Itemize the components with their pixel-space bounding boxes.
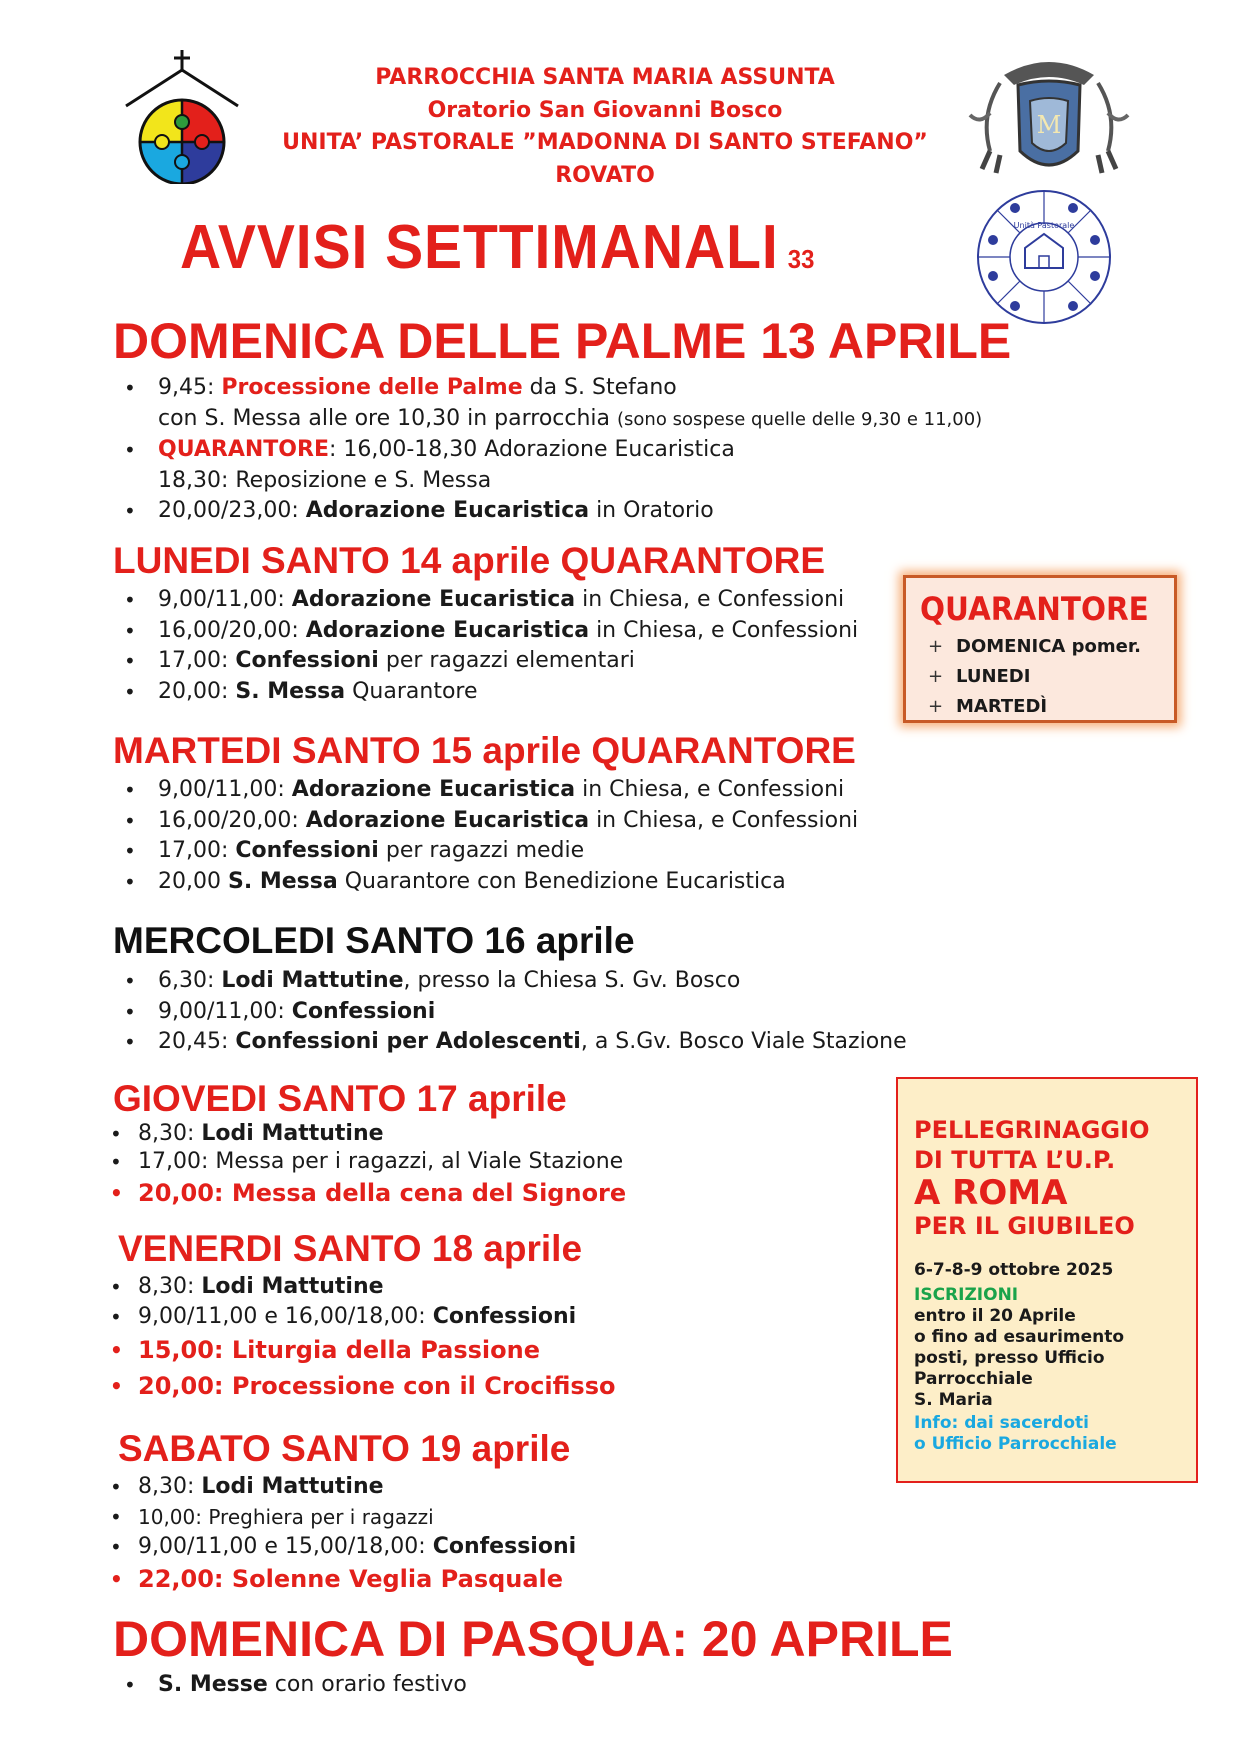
- pilgrimage-detail: posti, presso Ufficio: [914, 1348, 1105, 1368]
- header-parish: PARROCCHIA SANTA MARIA ASSUNTA: [375, 65, 835, 90]
- list-item: + DOMENICA pomer.: [920, 632, 1160, 662]
- heading-lunedi: LUNEDI SANTO 14 aprile QUARANTORE: [113, 540, 826, 581]
- list-venerdi: [110, 1272, 616, 1404]
- list-item: + MARTEDÌ: [920, 692, 1160, 722]
- list-item: • 8,30: Lodi Mattutine: [110, 1120, 626, 1148]
- list-item: • 9,00/11,00: Confessioni: [124, 997, 907, 1028]
- list-item: • 17,00: Confessioni per ragazzi medie: [124, 836, 858, 867]
- list-item: • 15,00: Liturgia della Passione: [110, 1332, 616, 1368]
- seal-text: Unità Pastorale: [1013, 221, 1075, 230]
- list-item: con S. Messa alle ore 10,30 in parrocchia (sono sospese quelle delle 9,30 e 11,00): [158, 405, 983, 431]
- heading-venerdi: VENERDI SANTO 18 aprile: [118, 1228, 583, 1269]
- plus-icon: +: [928, 696, 944, 717]
- list-item: • 8,30: Lodi Mattutine: [110, 1472, 576, 1502]
- heading-mercoledi: MERCOLEDI SANTO 16 aprile: [113, 920, 635, 961]
- list-item: • 9,00/11,00 e 15,00/18,00: Confessioni: [110, 1532, 576, 1562]
- heading-sabato: SABATO SANTO 19 aprile: [118, 1428, 571, 1469]
- heading-pasqua: DOMENICA DI PASQUA: 20 APRILE: [113, 1611, 953, 1667]
- list-item: • 20,00 S. Messa Quarantore con Benedizione Eucaristica: [124, 867, 858, 898]
- pilgrimage-subtitle: DI TUTTA L’U.P.: [914, 1146, 1116, 1174]
- pilgrimage-detail: Parrocchiale: [914, 1369, 1033, 1389]
- parish-header: [250, 62, 960, 192]
- svg-text:M: M: [1036, 111, 1062, 139]
- parish-logo-icon: [122, 48, 242, 184]
- list-domenica-palme: [124, 373, 982, 527]
- list-lunedi: [124, 585, 858, 707]
- list-mercoledi: [124, 966, 907, 1058]
- list-item: • 16,00/20,00: Adorazione Eucaristica in Chiesa, e Confessioni: [124, 806, 858, 837]
- list-sabato: [110, 1472, 576, 1596]
- list-item: • 22,00: Solenne Veglia Pasquale: [110, 1562, 576, 1596]
- list-item: • 17,00: Messa per i ragazzi, al Viale Stazione: [110, 1148, 626, 1176]
- header-city: ROVATO: [555, 162, 655, 188]
- issue-number: 33: [787, 244, 815, 274]
- list-item: • 20,00: Messa della cena del Signore: [110, 1176, 626, 1210]
- quarantore-box-list: [920, 632, 1160, 722]
- list-item: • S. Messe con orario festivo: [124, 1670, 467, 1701]
- page-title: AVVISI SETTIMANALI 33: [180, 213, 815, 282]
- pilgrimage-info: o Ufficio Parrocchiale: [914, 1434, 1117, 1454]
- list-item: • 6,30: Lodi Mattutine, presso la Chiesa S. Gv. Bosco: [124, 966, 907, 997]
- list-item: • QUARANTORE: 16,00-18,30 Adorazione Eucaristica: [124, 435, 982, 466]
- list-item: • 20,00: S. Messa Quarantore: [124, 677, 858, 708]
- pilgrimage-detail: o fino ad esaurimento: [914, 1327, 1125, 1347]
- list-item: • 17,00: Confessioni per ragazzi elementari: [124, 646, 858, 677]
- pilgrimage-detail: entro il 20 Aprile: [914, 1306, 1076, 1326]
- plus-icon: +: [928, 636, 944, 657]
- list-item: • 9,00/11,00 e 16,00/18,00: Confessioni: [110, 1302, 616, 1332]
- pilgrimage-title: PELLEGRINAGGIO: [914, 1116, 1150, 1144]
- pilgrimage-destination: A ROMA: [914, 1173, 1068, 1213]
- quarantore-box: [903, 575, 1177, 723]
- list-martedi: [124, 775, 858, 897]
- list-item: • 20,00: Processione con il Crocifisso: [110, 1368, 616, 1404]
- list-item: • 20,00/23,00: Adorazione Eucaristica in Oratorio: [124, 496, 982, 527]
- list-item: • 9,00/11,00: Adorazione Eucaristica in Chiesa, e Confessioni: [124, 775, 858, 806]
- list-item: • 16,00/20,00: Adorazione Eucaristica in Chiesa, e Confessioni: [124, 616, 858, 647]
- pastoral-unit-seal-icon: [975, 188, 1113, 326]
- list-giovedi: [110, 1120, 626, 1210]
- list-item: • 20,45: Confessioni per Adolescenti, a S.Gv. Bosco Viale Stazione: [124, 1027, 907, 1058]
- plus-icon: +: [928, 666, 944, 687]
- quarantore-box-title: QUARANTORE: [920, 590, 1149, 628]
- list-item: 18,30: Reposizione e S. Messa: [158, 467, 492, 493]
- list-item: • 9,00/11,00: Adorazione Eucaristica in Chiesa, e Confessioni: [124, 585, 858, 616]
- list-item: • 9,45: Processione delle Palme da S. Stefano: [124, 373, 982, 404]
- header-unita: UNITA’ PASTORALE ”MADONNA DI SANTO STEFANO”: [282, 130, 928, 155]
- heading-martedi: MARTEDI SANTO 15 aprile QUARANTORE: [113, 730, 856, 771]
- pilgrimage-detail: S. Maria: [914, 1390, 993, 1410]
- list-pasqua: [124, 1670, 467, 1701]
- pilgrimage-dates: 6-7-8-9 ottobre 2025: [914, 1260, 1114, 1280]
- header-oratorio: Oratorio San Giovanni Bosco: [427, 97, 783, 123]
- pilgrimage-box: [896, 1077, 1198, 1483]
- pilgrimage-purpose: PER IL GIUBILEO: [914, 1212, 1135, 1240]
- heading-domenica-palme: DOMENICA DELLE PALME 13 APRILE: [113, 313, 1012, 369]
- list-item: • 10,00: Preghiera per i ragazzi: [110, 1502, 576, 1532]
- pilgrimage-info: Info: dai sacerdoti: [914, 1413, 1089, 1433]
- pilgrimage-iscrizioni: ISCRIZIONI: [914, 1285, 1019, 1305]
- list-item: • 8,30: Lodi Mattutine: [110, 1272, 616, 1302]
- list-item: + LUNEDI: [920, 662, 1160, 692]
- bishop-crest-icon: [960, 55, 1138, 183]
- heading-giovedi: GIOVEDI SANTO 17 aprile: [113, 1078, 567, 1119]
